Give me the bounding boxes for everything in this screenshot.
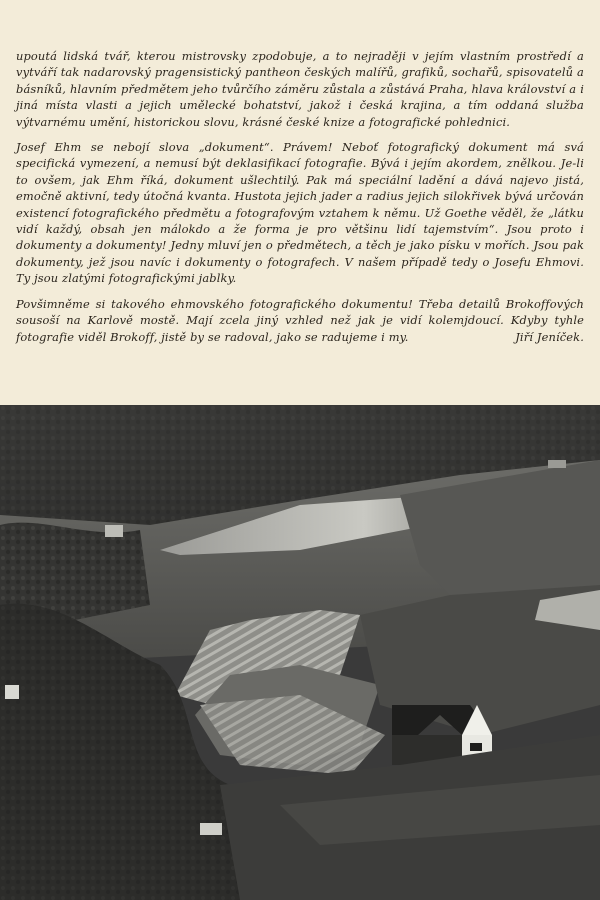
paragraph-3 [16,296,584,345]
paragraph-2: Josef Ehm se nebojí slova „dokument“. Právem! Neboť fotografický dokument má svá specifická vymezení, a nemusí být deklasifikací fotografie. Bývá i jejím akordem, znělkou. Je-li to ovšem, jak Ehm říká, dokument ušlechtilý. Pak má speciální ladění a dává najevo jistá, emočně aktivní, tedy útočná kvanta. Hustota jejich jader a radius jejich silokřivek bývá určován existencí fotografického předmětu a fotografovým vztahem k němu. Už Goethe věděl, že „látku vidí každý, obsah jen málokdo a že forma je pro většinu lidí tajemstvím“. Jsou proto i dokumenty a dokumenty! Jedny mluví jen o předmětech, a těch je jako písku v mořích. Jsou pak dokumenty, jež jsou navíc i dokumenty o fotografech. V našem případě tedy o Josefu Ehmovi. Ty jsou zlatými fotografickými jablky. [16,140,584,286]
paragraph-3-text: Povšimněme si takového ehmovského fotografického dokumentu! Třeba detailů Brokoffových sousoší na Karlově mostě. Mají zcela jiný vzhled než jak je vidí kolemjdoucí. Kdyby tyhle fotografie viděl Brokoff, jistě by se radoval, jako se radujeme i my. [16,296,584,344]
landscape-photograph [0,405,600,900]
faded-page-header [0,0,600,40]
author-signature: Jiří Jeníček. [515,329,584,344]
paragraph-1: upoutá lidská tvář, kterou mistrovsky zpodobuje, a to nejraději v jejím vlastním prostředí a vytváří tak nadarovský pragensistický pantheon českých malířů, grafiků, sochařů, spisovatelů a básníků, hlavním předmětem jeho tvůrčího záměru zůstala a zůstává Praha, hlava království a i jiná místa vlasti a jejich umělecké bohatství, jakož i česká krajina, a tím oddaná služba výtvarnému umění, historickou slovu, krásné české knize a fotografické pohlednici. [16,49,584,129]
article-text [16,48,584,354]
landscape-photo-image [0,405,600,900]
